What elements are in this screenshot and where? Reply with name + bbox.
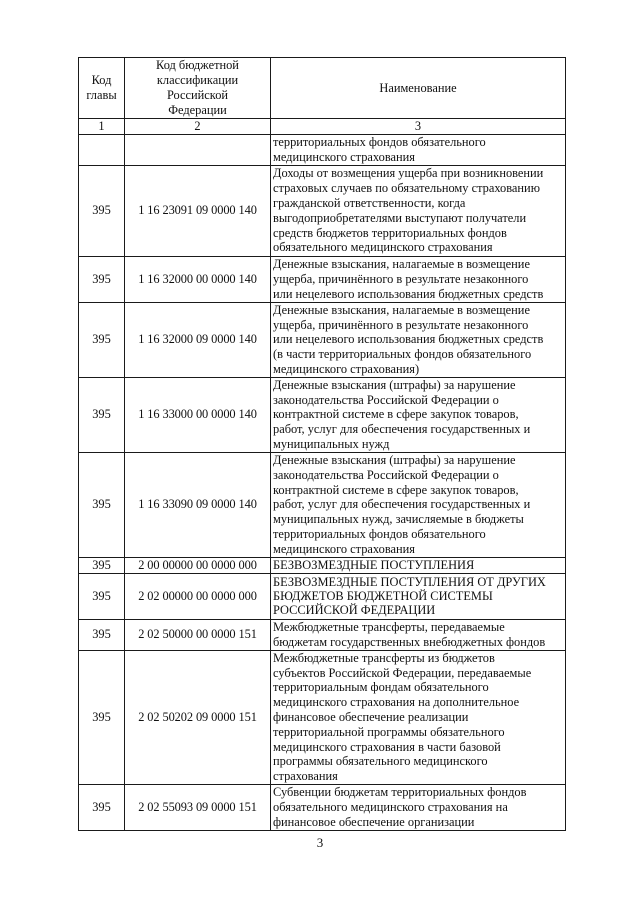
row-chapter-code: 395 bbox=[79, 302, 125, 377]
row-chapter-code: 395 bbox=[79, 377, 125, 452]
header-chapter-code: Код главы bbox=[79, 58, 125, 119]
row-budget-code: 1 16 33090 09 0000 140 bbox=[125, 452, 271, 557]
row-budget-code: 1 16 32000 09 0000 140 bbox=[125, 302, 271, 377]
page-number: 3 bbox=[316, 835, 324, 850]
row-budget-code: 1 16 23091 09 0000 140 bbox=[125, 165, 271, 256]
row-chapter-code: 395 bbox=[79, 452, 125, 557]
column-number-3: 3 bbox=[271, 119, 566, 135]
row-budget-code bbox=[125, 134, 271, 165]
row-name: Денежные взыскания, налагаемые в возмещение ущерба, причинённого в результате незаконного или нецелевого использования бюджетных средств (в части территориальных фондов обязательного медицинского страхования) bbox=[271, 302, 566, 377]
table-row bbox=[79, 650, 566, 784]
table-row bbox=[79, 377, 566, 452]
table-row bbox=[79, 557, 566, 573]
row-budget-code: 2 02 50000 00 0000 151 bbox=[125, 619, 271, 650]
row-name: Доходы от возмещения ущерба при возникновении страховых случаев по обязательному страхованию гражданской ответственности, когда выгодоприобретателями выступают получатели средств бюджетов территориальных фондов обязательного медицинского страхования bbox=[271, 165, 566, 256]
row-name: Денежные взыскания (штрафы) за нарушение законодательства Российской Федерации о контрактной системе в сфере закупок товаров, работ, услуг для обеспечения государственных и муниципальных нужд, зачисляемые в бюджеты территориальных фондов обязательного медицинского страхования bbox=[271, 452, 566, 557]
column-number-1: 1 bbox=[79, 119, 125, 135]
column-number-2: 2 bbox=[125, 119, 271, 135]
row-chapter-code: 395 bbox=[79, 165, 125, 256]
row-chapter-code: 395 bbox=[79, 256, 125, 302]
row-budget-code: 2 02 50202 09 0000 151 bbox=[125, 650, 271, 784]
row-chapter-code: 395 bbox=[79, 573, 125, 619]
row-chapter-code bbox=[79, 134, 125, 165]
budget-classification-table bbox=[78, 57, 566, 831]
row-name: Субвенции бюджетам территориальных фондов обязательного медицинского страхования на финансовое обеспечение организации bbox=[271, 784, 566, 830]
row-budget-code: 2 00 00000 00 0000 000 bbox=[125, 557, 271, 573]
row-budget-code: 2 02 00000 00 0000 000 bbox=[125, 573, 271, 619]
row-chapter-code: 395 bbox=[79, 619, 125, 650]
table-row bbox=[79, 302, 566, 377]
table-header-row bbox=[79, 58, 566, 119]
table-row bbox=[79, 134, 566, 165]
table-row bbox=[79, 165, 566, 256]
table-row bbox=[79, 573, 566, 619]
row-budget-code: 1 16 33000 00 0000 140 bbox=[125, 377, 271, 452]
row-name: БЕЗВОЗМЕЗДНЫЕ ПОСТУПЛЕНИЯ bbox=[271, 557, 566, 573]
row-chapter-code: 395 bbox=[79, 557, 125, 573]
row-chapter-code: 395 bbox=[79, 784, 125, 830]
column-numbers-row bbox=[79, 119, 566, 135]
table-row bbox=[79, 784, 566, 830]
row-budget-code: 2 02 55093 09 0000 151 bbox=[125, 784, 271, 830]
row-budget-code: 1 16 32000 00 0000 140 bbox=[125, 256, 271, 302]
row-name: Денежные взыскания, налагаемые в возмещение ущерба, причинённого в результате незаконного или нецелевого использования бюджетных средств bbox=[271, 256, 566, 302]
row-chapter-code: 395 bbox=[79, 650, 125, 784]
table-row bbox=[79, 619, 566, 650]
row-name: БЕЗВОЗМЕЗДНЫЕ ПОСТУПЛЕНИЯ ОТ ДРУГИХ БЮДЖЕТОВ БЮДЖЕТНОЙ СИСТЕМЫ РОССИЙСКОЙ ФЕДЕРАЦИИ bbox=[271, 573, 566, 619]
row-name: Межбюджетные трансферты, передаваемые бюджетам государственных внебюджетных фондов bbox=[271, 619, 566, 650]
row-name: Денежные взыскания (штрафы) за нарушение законодательства Российской Федерации о контрактной системе в сфере закупок товаров, работ, услуг для обеспечения государственных и муниципальных нужд bbox=[271, 377, 566, 452]
table-row bbox=[79, 256, 566, 302]
row-name: Межбюджетные трансферты из бюджетов субъектов Российской Федерации, передаваемые территориальным фондам обязательного медицинского страхования на дополнительное финансовое обеспечение реализации территориальной программы обязательного медицинского страхования в части базовой программы обязательного медицинского страхования bbox=[271, 650, 566, 784]
header-budget-code: Код бюджетной классификации Российской Федерации bbox=[125, 58, 271, 119]
header-name: Наименование bbox=[271, 58, 566, 119]
table-row bbox=[79, 452, 566, 557]
row-name: территориальных фондов обязательного медицинского страхования bbox=[271, 134, 566, 165]
